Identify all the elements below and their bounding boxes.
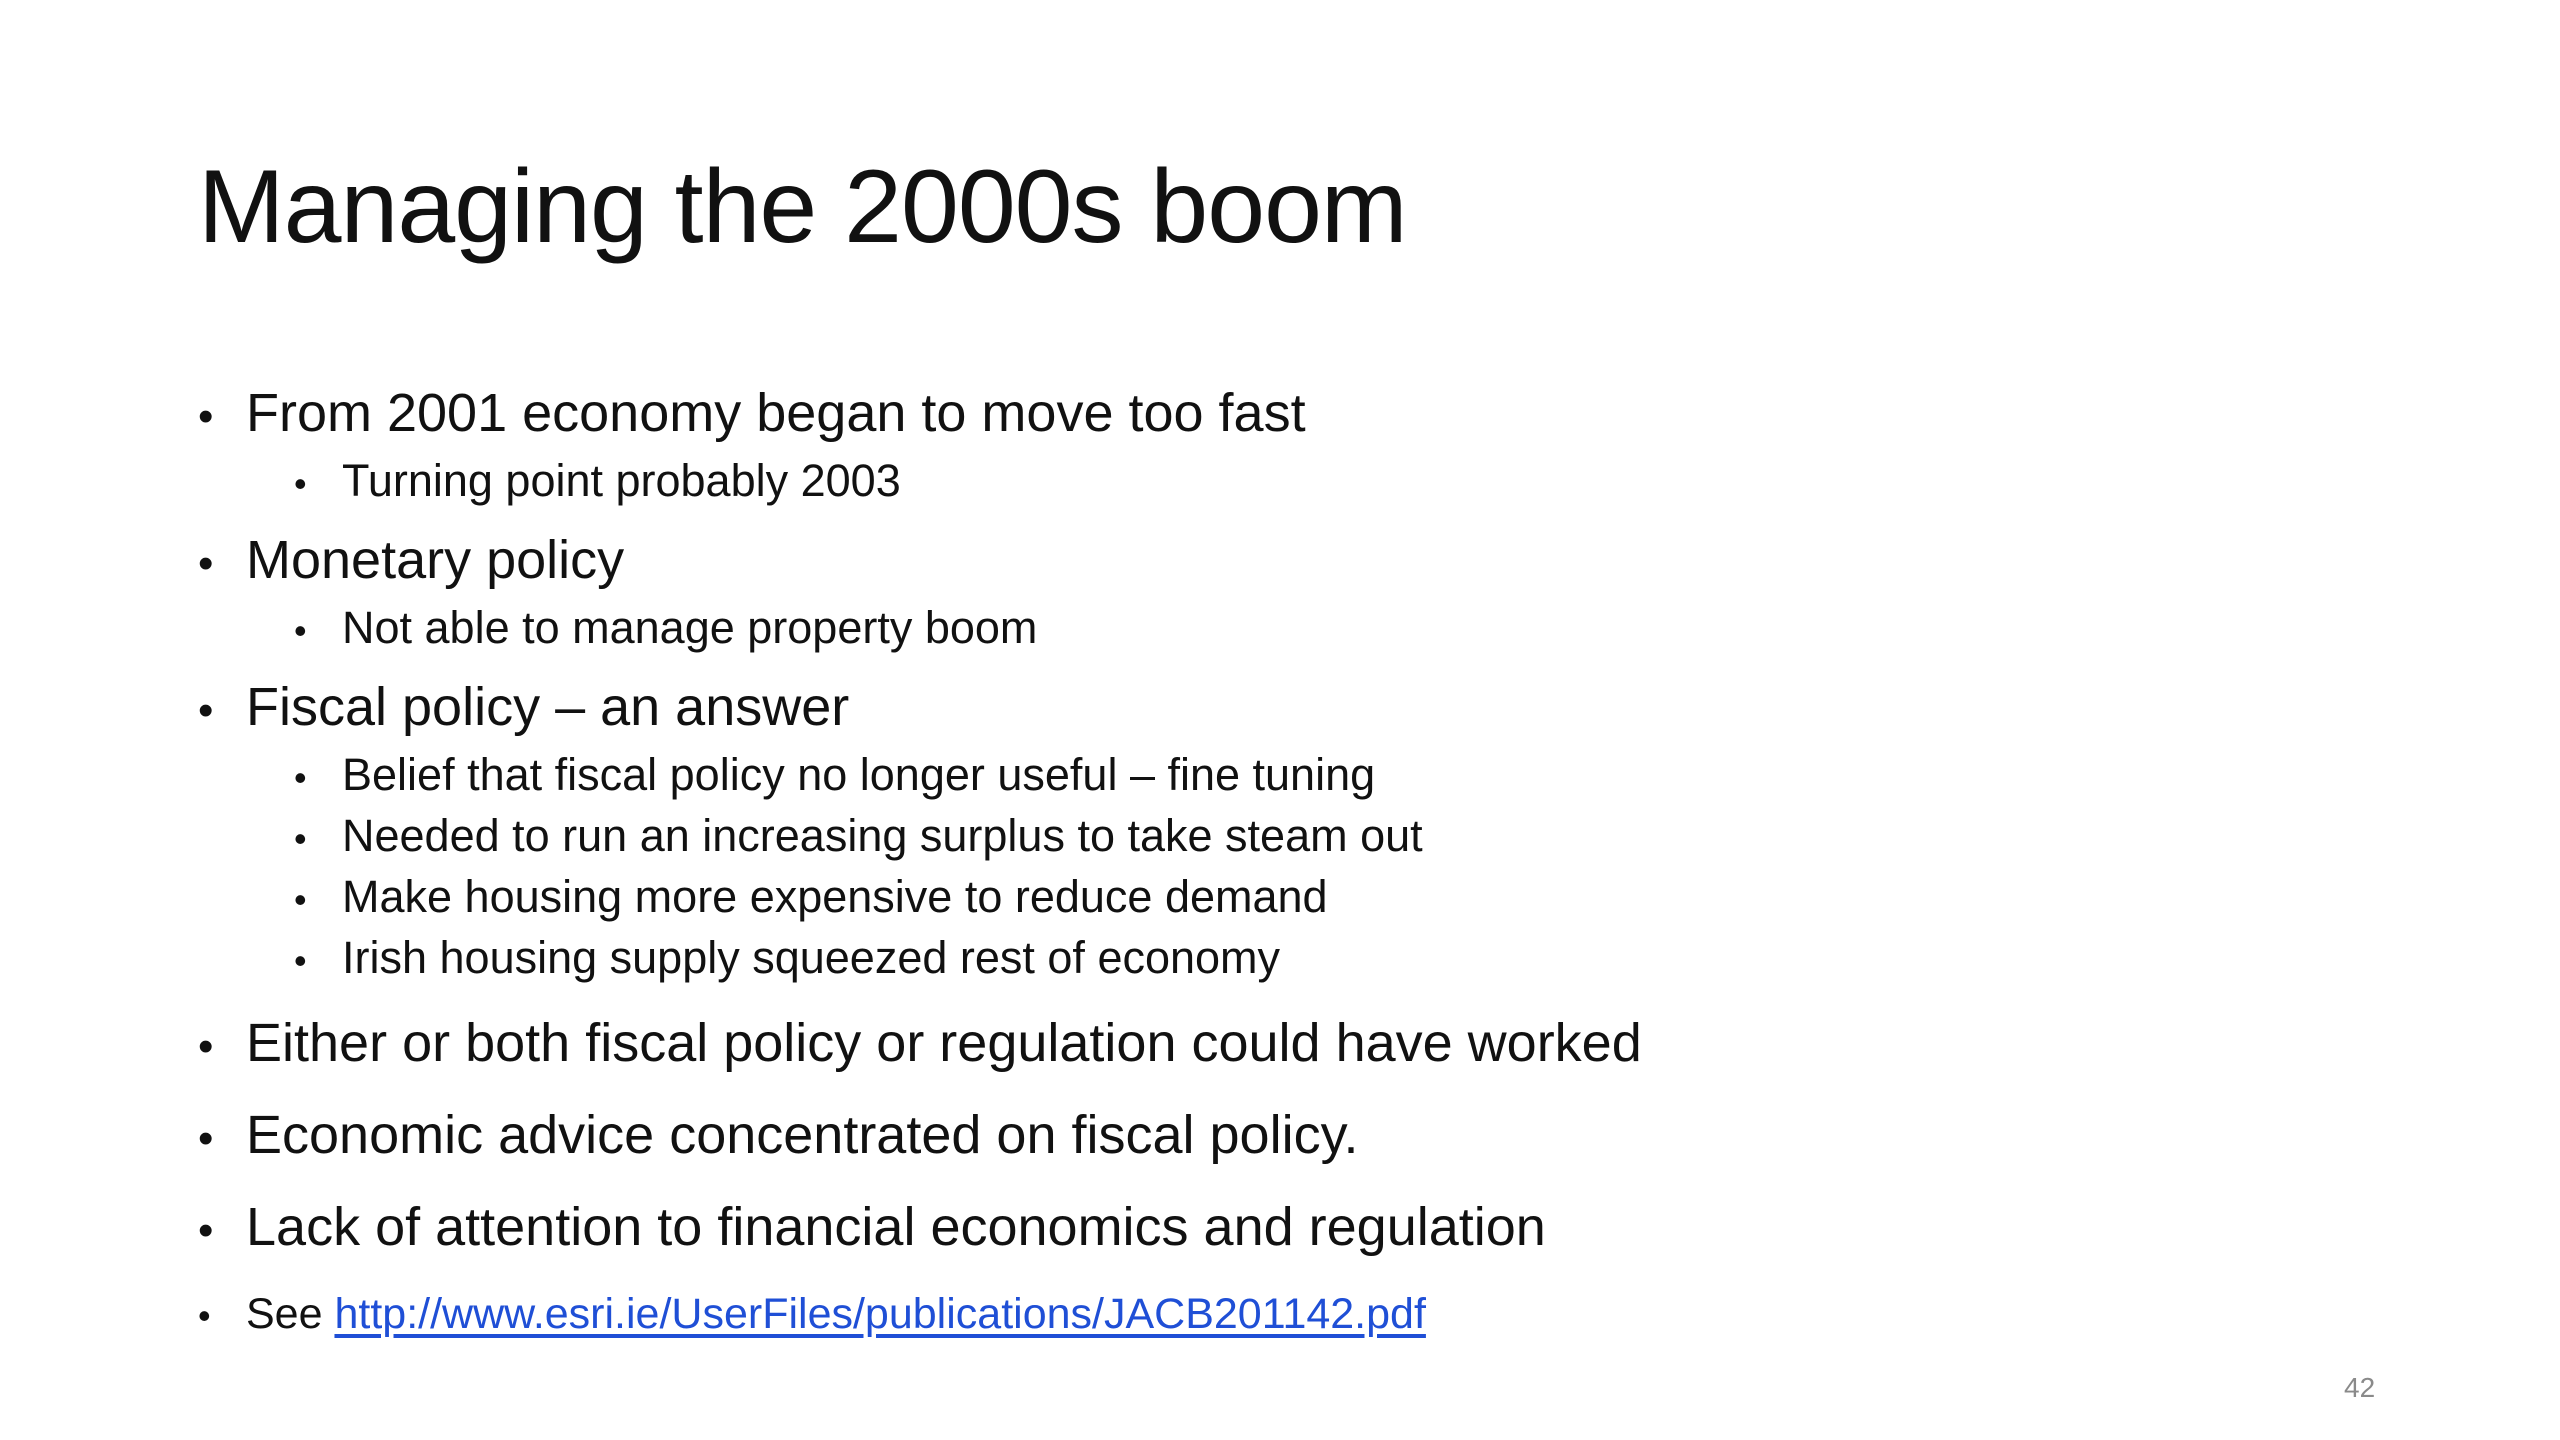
bullet-text: Lack of attention to financial economics and regulation	[246, 1197, 1546, 1257]
bullet-text: From 2001 economy began to move too fast	[246, 383, 1306, 443]
sub-bullet-text: Belief that fiscal policy no longer useful – fine tuning	[342, 749, 1376, 800]
bullet-item	[198, 1192, 2398, 1266]
sub-bullet-item	[294, 868, 2398, 929]
sub-bullet-item	[294, 746, 2398, 807]
bullet-glyph: •	[294, 757, 307, 798]
see-prefix: See	[246, 1290, 323, 1338]
sub-bullet-item	[294, 807, 2398, 868]
bullet-item	[198, 672, 2398, 746]
sub-bullet-item	[294, 929, 2398, 990]
page-number: 42	[2344, 1372, 2376, 1403]
bullet-glyph: •	[198, 686, 214, 735]
sub-bullet-text: Turning point probably 2003	[342, 455, 901, 506]
sub-bullet-text: Irish housing supply squeezed rest of economy	[342, 932, 1281, 983]
slide-title: Managing the 2000s boom	[198, 149, 1407, 265]
sub-bullet-item	[294, 452, 2398, 513]
bullet-text: Fiscal policy – an answer	[246, 677, 850, 737]
bullet-item-see	[198, 1284, 2398, 1346]
bullet-glyph: •	[198, 1022, 214, 1071]
sub-bullet-text: Make housing more expensive to reduce demand	[342, 871, 1328, 922]
bullet-glyph: •	[198, 1295, 211, 1336]
bullet-item	[198, 525, 2398, 599]
bullet-glyph: •	[198, 392, 214, 441]
bullet-glyph: •	[294, 463, 307, 504]
bullet-text: Either or both fiscal policy or regulation could have worked	[246, 1013, 1642, 1073]
sub-bullet-text: Needed to run an increasing surplus to take steam out	[342, 810, 1423, 861]
bullet-glyph: •	[198, 1206, 214, 1255]
bullet-item	[198, 1100, 2398, 1174]
bullet-item	[198, 1008, 2398, 1082]
bullet-glyph: •	[198, 539, 214, 588]
bullet-text: Monetary policy	[246, 530, 625, 590]
bullet-glyph: •	[198, 1114, 214, 1163]
sub-bullet-text: Not able to manage property boom	[342, 602, 1038, 653]
bullet-item	[198, 378, 2398, 452]
bullet-glyph: •	[294, 610, 307, 651]
bullet-text: Economic advice concentrated on fiscal policy.	[246, 1105, 1359, 1165]
bullet-glyph: •	[294, 879, 307, 920]
esri-publication-link[interactable]: http://www.esri.ie/UserFiles/publications/JACB201142.pdf	[334, 1290, 1426, 1338]
bullet-glyph: •	[294, 940, 307, 981]
slide-content	[198, 378, 2398, 1346]
sub-bullet-item	[294, 599, 2398, 660]
bullet-glyph: •	[294, 818, 307, 859]
